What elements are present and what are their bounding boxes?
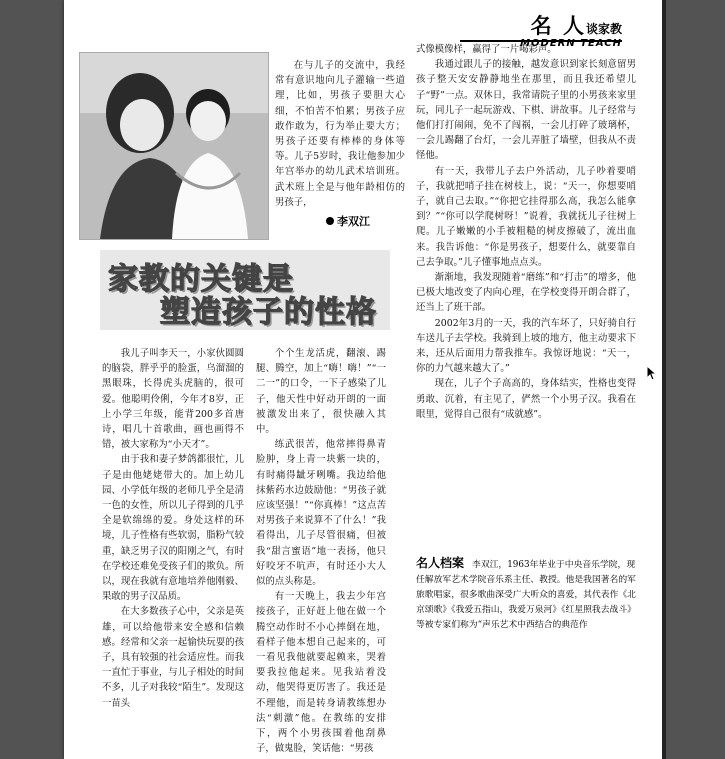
mouse-cursor-icon [646, 365, 656, 381]
column-3 [416, 42, 636, 422]
column-top-right-of-photo [275, 58, 405, 210]
section-subtitle: MODERN TEACH [520, 38, 622, 49]
paragraph: 现在，儿子个子高高的，身体结实，性格也变得勇敢、沉着，有主见了，俨然一个小男子汉。我看在眼里，觉得自己很有“成就感”。 [416, 378, 636, 420]
paragraph: 有一天，我带儿子去户外活动，儿子吵着要哨子，我就把哨子挂在树枝上，说：“天一，你想要哨子，就自己去取。”“你把它挂得那么高，我怎么能拿到？”“你可以学爬树呀！”说着，我就抚儿子往树上爬。儿子嫩嫩的小手被粗糙的树皮擦破了，流出血来。我告诉他：“你是男孩子，想要什么，就要靠自己去争取。”儿子懂事地点点头。 [416, 165, 636, 268]
paragraph: 渐渐地，我发现随着“磨练”和“打击”的增多，他已极大地改变了内向心理，在学校变得开朗合群了，还当上了班干部。 [416, 272, 636, 314]
paragraph: 我儿子叫李天一，小家伙圆圆的脑袋，胖乎乎的脸蛋，乌溜溜的黑眼珠，长得虎头虎脑的，很可爱。他聪明伶俐，今年才8岁，正上小学三年级，能背200多首唐诗，唱几十首歌曲，画也画得不错，被大家称为“小天才”。 [102, 348, 244, 451]
photo-caption [326, 213, 370, 229]
paragraph: 有一天晚上，我去少年宫接孩子，正好赶上他在做一个腾空动作时不小心摔倒在地，看样子他本想自己起来的，可一看见我他就要起赖来，哭着要我拉他起来。见我站着没动，他哭得更厉害了。我还是不理他，而是转身请教练想办法“刺激”他。在教练的安排下，两个小男孩围着他刮鼻子，做鬼脸，笑话他：“男孩 [256, 591, 386, 755]
profile-text: 李双江，1963年毕业于中央音乐学院，现任解放军艺术学院音乐系主任、教授。他是我国著名的军旅歌唱家，很多歌曲深受广大听众的喜爱，其代表作《北京颂歌》《我爱五指山，我爱万泉河》《红星照我去战斗》等被专家们称为“声乐艺术中西结合的典范作 [416, 560, 636, 630]
page-edge-shadow [662, 0, 666, 759]
paragraph: 在大多数孩子心中，父亲是英雄，可以给他带来安全感和信赖感。经常和父亲一起愉快玩耍的孩子，具有较强的社会适应性。而我一直忙于事业，与儿子相处的时间不多，儿子对我较“陌生”。发现这一苗头 [102, 606, 244, 709]
paragraph: 2002年3月的一天，我的汽车坏了，只好骑自行车送儿子去学校。我骑到上坡的地方，他主动要求下来，还从后面用力帮我推车。我惊讶地说：“天一，你的力气越来越大了。” [416, 317, 636, 375]
photo-image [80, 53, 268, 239]
article-title-line2: 塑造孩子的性格 [160, 295, 377, 330]
column-1 [102, 346, 244, 711]
section-title [520, 10, 622, 40]
paragraph: 式像模像样，赢得了一片喝彩声。 [416, 44, 557, 55]
article-title-line1: 家教的关键是 [108, 262, 294, 297]
paragraph: 个个生龙活虎，翻滚、踢腿、腾空，加上“嗨！嗨！”“一二一”的口令，一下子感染了儿子，他天性中好动开朗的一面被激发出来了，很快融入其中。 [256, 348, 386, 436]
paragraph: 练武很苦，他常摔得鼻青脸肿，身上青一块紫一块的，有时痛得龇牙咧嘴。我边给他抹紫药水边鼓励他：“男孩子就应该坚强！”“你真棒！”这点苦对男孩子来说算不了什么！”我看得出，儿子尽管很痛，但被我“甜言蜜语”地一表扬，他只好咬牙不吭声，有时还小大人似的点头称是。 [256, 439, 386, 588]
column-2 [256, 346, 386, 756]
section-title-main: 名 人 [530, 14, 586, 38]
author-name: 李双江 [337, 215, 370, 228]
paragraph: 在与儿子的交流中，我经常有意识地向儿子灌输一些道理，比如，男孩子要胆大心细，不怕苦不怕累；男孩子应敢作敢为，行为举止要大方；男孩子还要有棒棒的身体等等。儿子5岁时，我让他参加少年宫举办的幼儿武术培训班。武术班上全是与他年龄相仿的男孩子， [275, 60, 405, 208]
article-photo [79, 52, 269, 240]
profile-title: 名人档案 [416, 556, 465, 570]
section-title-small: 谈家教 [585, 22, 622, 36]
profile-box [416, 556, 636, 633]
magazine-page [64, 0, 662, 759]
paragraph: 由于我和妻子梦鸽都很忙，儿子是由他姥姥带大的。加上幼儿园、小学低年级的老师几乎全是清一色的女性，所以儿子得到的几乎全是软绵绵的爱。身处这样的环境，儿子性格有些软弱，脂粉气较重，缺乏男子汉的阳刚之气，有时在学校还难免受孩子们的欺负。所以，现在我就有意地培养他刚毅、果敢的男子汉品质。 [102, 454, 244, 603]
paragraph: 我通过跟儿子的接触，越发意识到家长刻意留男孩子整天安安静静地坐在那里，而且我还希望儿子“野”一点。双休日，我常请院子里的小男孩来家里玩，同儿子一起玩游戏、下棋、讲故事。儿子经常与他们打打闹闹，免不了闯祸，一会儿打碎了玻璃杯，一会儿踢翻了台灯，一会儿弄脏了墙壁，但我从不责怪他。 [416, 59, 636, 162]
bullet-icon [326, 217, 334, 225]
